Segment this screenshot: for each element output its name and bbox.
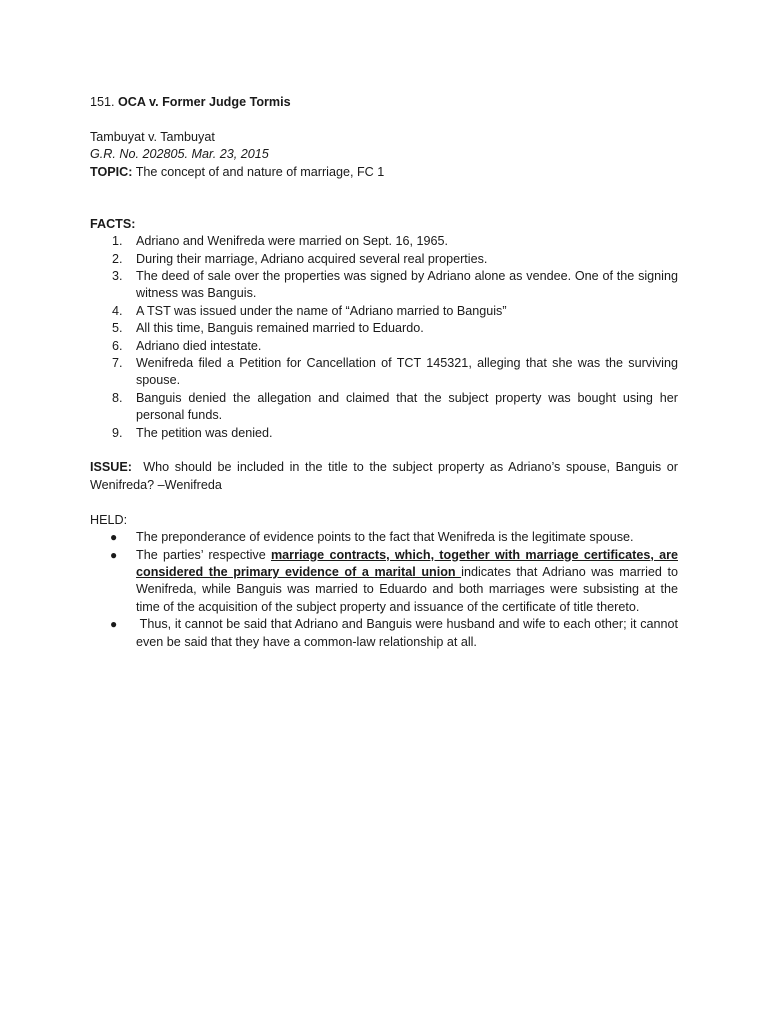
fact-item: A TST was issued under the name of “Adriano married to Banguis”	[136, 303, 507, 318]
bullet-icon: ●	[110, 617, 118, 632]
held-item-text: The preponderance of evidence points to the fact that Wenifreda is the legitimate spouse.	[136, 530, 634, 545]
document-page	[90, 94, 682, 651]
held-heading: HELD:	[90, 512, 128, 527]
case-heading	[90, 94, 678, 111]
held-item-text: Thus, it cannot be said that Adriano and Banguis were husband and wife to each other; it cannot even be said that they have a common-law relationship at all.	[136, 617, 682, 649]
fact-item: All this time, Banguis remained married to Eduardo.	[136, 321, 424, 336]
held-list	[90, 529, 682, 651]
gr-number: G.R. No. 202805. Mar. 23, 2015	[90, 147, 269, 162]
facts-heading: FACTS:	[90, 216, 136, 231]
held-item-emphasis: marriage contracts, which, together with marriage certificates, are considered the primary evidence of a marital union	[136, 547, 678, 579]
issue-text: Who should be included in the title to the subject property as Adriano’s spouse, Banguis or Wenifreda? –Wenifreda	[90, 460, 682, 492]
held-item-text-post: indicates that Adriano was married to Wenifreda, while Banguis was married to Eduardo and both marriages were subsisting at the time of the acquisition of the subject property and issuance of the certificate of title thereto.	[136, 564, 678, 614]
held-item	[110, 529, 678, 546]
bullet-icon: ●	[110, 530, 118, 545]
fact-item: Adriano and Wenifreda were married on Sept. 16, 1965.	[136, 234, 449, 249]
issue-label: ISSUE:	[90, 460, 132, 475]
fact-item: Banguis denied the allegation and claimed that the subject property was bought using her personal funds.	[136, 390, 678, 423]
case-heading-title: OCA v. Former Judge Tormis	[118, 95, 291, 109]
held-item	[110, 547, 678, 617]
held-item	[110, 616, 682, 651]
fact-item: Wenifreda filed a Petition for Cancellation of TCT 145321, alleging that she was the surviving spouse.	[136, 356, 678, 388]
fact-item: The deed of sale over the properties was signed by Adriano alone as vendee. One of the signing witness was Banguis.	[136, 269, 678, 301]
fact-item: During their marriage, Adriano acquired several real properties.	[136, 251, 488, 266]
topic-label: TOPIC:	[90, 164, 133, 179]
held-item-text-pre: The parties’ respective	[136, 547, 271, 562]
topic-text: The concept of and nature of marriage, FC 1	[135, 164, 385, 179]
bullet-icon: ●	[110, 547, 118, 562]
case-name: Tambuyat v. Tambuyat	[90, 129, 215, 144]
fact-item: The petition was denied.	[136, 425, 273, 440]
issue-paragraph	[90, 459, 682, 494]
facts-list	[90, 233, 678, 442]
fact-item: Adriano died intestate.	[136, 338, 262, 353]
topic-line	[90, 164, 678, 181]
case-number: 151.	[90, 95, 115, 109]
